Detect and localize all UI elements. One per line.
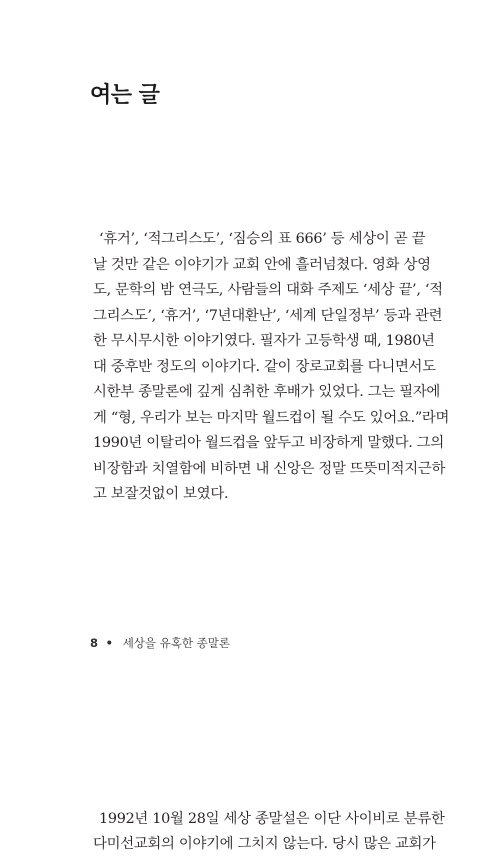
page-footer: [90, 635, 230, 651]
text-line: 고 보잘것없이 보였다.: [93, 486, 229, 502]
page-number: 8: [90, 636, 99, 650]
running-book-title: 세상을 유혹한 종말론: [122, 636, 230, 650]
text-line: 날 것만 같은 이야기가 교회 안에 흘러넘쳤다. 영화 상영: [93, 256, 431, 273]
body-paragraph-2: [93, 807, 445, 858]
text-line: 게 “형, 우리가 보는 마지막 월드컵이 될 수도 있어요.”라며: [93, 409, 450, 426]
text-line: 1990년 이탈리아 월드컵을 앞두고 비장하게 말했다. 그의: [93, 435, 444, 451]
body-paragraph-1: [93, 227, 450, 508]
text-line: 시한부 종말론에 깊게 심취한 후배가 있었다. 그는 필자에: [93, 384, 441, 400]
text-line: 한 무시무시한 이야기였다. 필자가 고등학생 때, 1980년: [93, 333, 435, 349]
text-line: 그리스도’, ‘휴거’, ‘7년대환난’, ‘세계 단일정부’ 등과 관련: [93, 307, 443, 324]
text-line: 대 중후반 정도의 이야기다. 같이 장로교회를 다니면서도: [93, 358, 436, 375]
text-line: 1992년 10월 28일 세상 종말설은 이단 사이비로 분류한: [99, 810, 445, 827]
footer-bullet: •: [105, 636, 114, 650]
text-line: ‘휴거’, ‘적그리스도’, ‘짐승의 표 666’ 등 세상이 곧 끝: [99, 231, 426, 247]
text-line: 비장함과 치열함에 비하면 내 신앙은 정말 뜨뜻미적지근하: [93, 460, 446, 477]
text-line: 도, 문학의 밤 연극도, 사람들의 대화 주제도 ‘세상 끝’, ‘적: [93, 282, 443, 298]
chapter-title: 여는 글: [90, 83, 160, 108]
text-line: 다미선교회의 이야기에 그치지 않는다. 당시 많은 교회가: [93, 836, 436, 852]
